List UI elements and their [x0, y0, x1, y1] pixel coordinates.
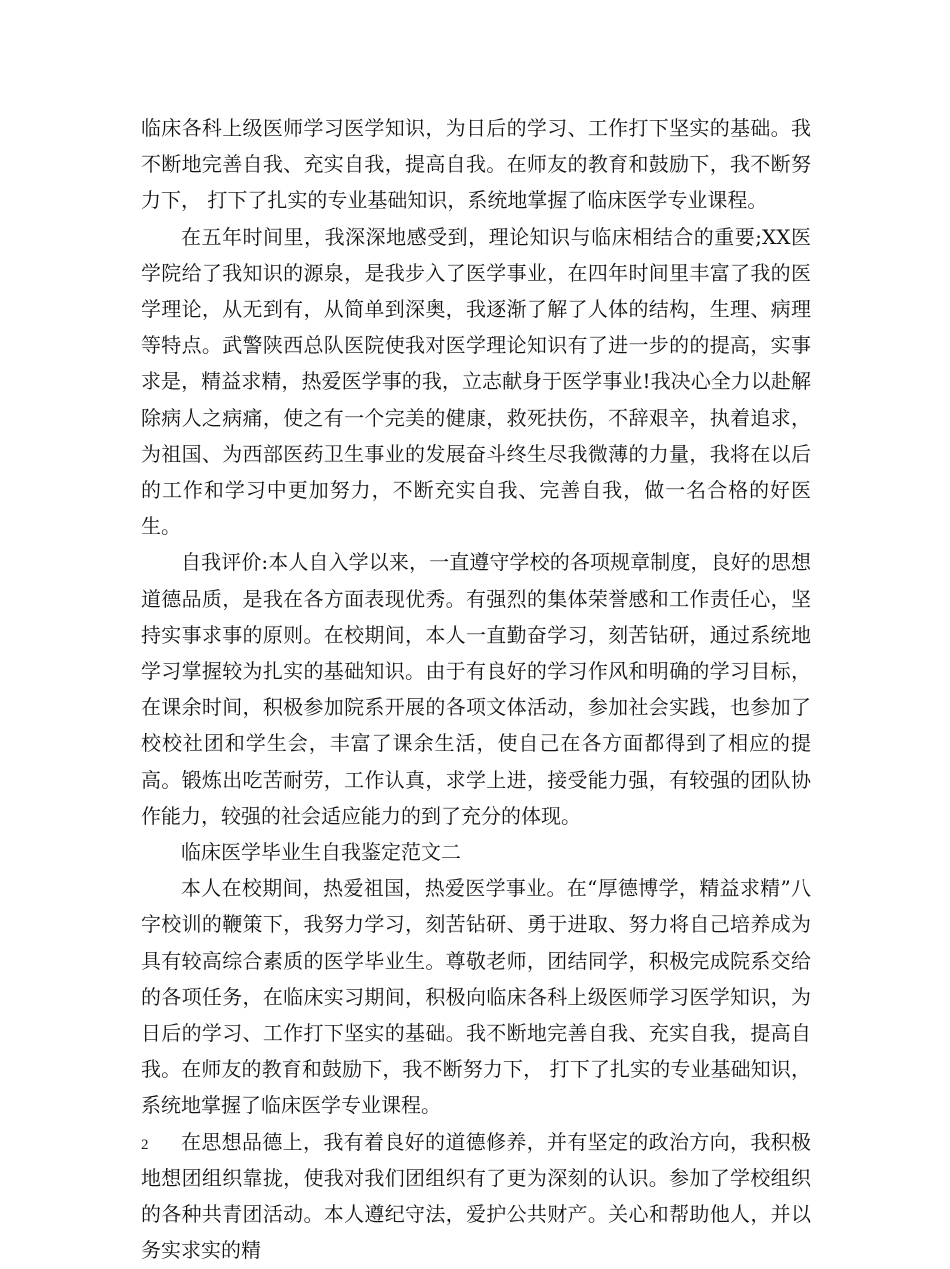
paragraph-3: 自我评价:本人自入学以来，一直遵守学校的各项规章制度，良好的思想道德品质，是我在各方面表现优秀。有强烈的集体荣誉感和工作责任心，坚持实事求事的原则。在校期间，本人一直勤奋学习，刻苦钻研，通过系统地学习掌握较为扎实的基础知识。由于有良好的学习作风和明确的学习目标，在课余时间，积极参加院系开展的各项文体活动，参加社会实践，也参加了校校社团和学生会，丰富了课余生活，使自己在各方面都得到了相应的提高。锻炼出吃苦耐劳，工作认真，求学上进，接受能力强，有较强的团队协作能力，较强的社会适应能力的到了充分的体现。: [141, 550, 811, 828]
section-heading: 临床医学毕业生自我鉴定范文二: [181, 840, 461, 865]
paragraph-4: 本人在校期间，热爱祖国，热爱医学事业。在“厚德博学，精益求精”八字校训的鞭策下，我努力学习，刻苦钻研、勇于进取、努力将自己培养成为具有较高综合素质的医学毕业生。尊敬老师，团结同学，积极完成院系交给的各项任务，在临床实习期间，积极向临床各科上级医师学习医学知识，为日后的学习、工作打下坚实的基础。我不断地完善自我、充实自我，提高自我。在师友的教育和鼓励下，我不断努力下， 打下了扎实的专业基础知识，系统地掌握了临床医学专业课程。: [141, 876, 811, 1118]
paragraph-5: 在思想品德上，我有着良好的道德修养，并有坚定的政治方向，我积极地想团组织靠拢，使我对我们团组织有了更为深刻的认识。参加了学校组织的各种共青团活动。本人遵纪守法，爱护公共财产。关心和帮助他人，并以务实求实的精: [141, 1129, 811, 1263]
paragraph-2: 在五年时间里，我深深地感受到，理论知识与临床相结合的重要;XX医学院给了我知识的源泉，是我步入了医学事业，在四年时间里丰富了我的医学理论，从无到有，从简单到深奥，我逐渐了解了人体的结构，生理、病理等特点。武警陕西总队医院使我对医学理论知识有了进一步的的提高，实事求是，精益求精，热爱医学事的我，立志献身于医学事业!我决心全力以赴解除病人之病痛，使之有一个完美的健康，救死扶伤，不辞艰辛，执着追求，为祖国、为西部医药卫生事业的发展奋斗终生尽我微薄的力量，我将在以后的工作和学习中更加努力，不断充实自我、完善自我，做一名合格的好医生。: [141, 224, 811, 539]
document-body: [141, 110, 811, 1269]
paragraph-1: 临床各科上级医师学习医学知识，为日后的学习、工作打下坚实的基础。我不断地完善自我、充实自我，提高自我。在师友的教育和鼓励下，我不断努力下， 打下了扎实的专业基础知识，系统地掌握了临床医学专业课程。: [141, 116, 811, 213]
page-number: 2: [141, 1137, 149, 1153]
